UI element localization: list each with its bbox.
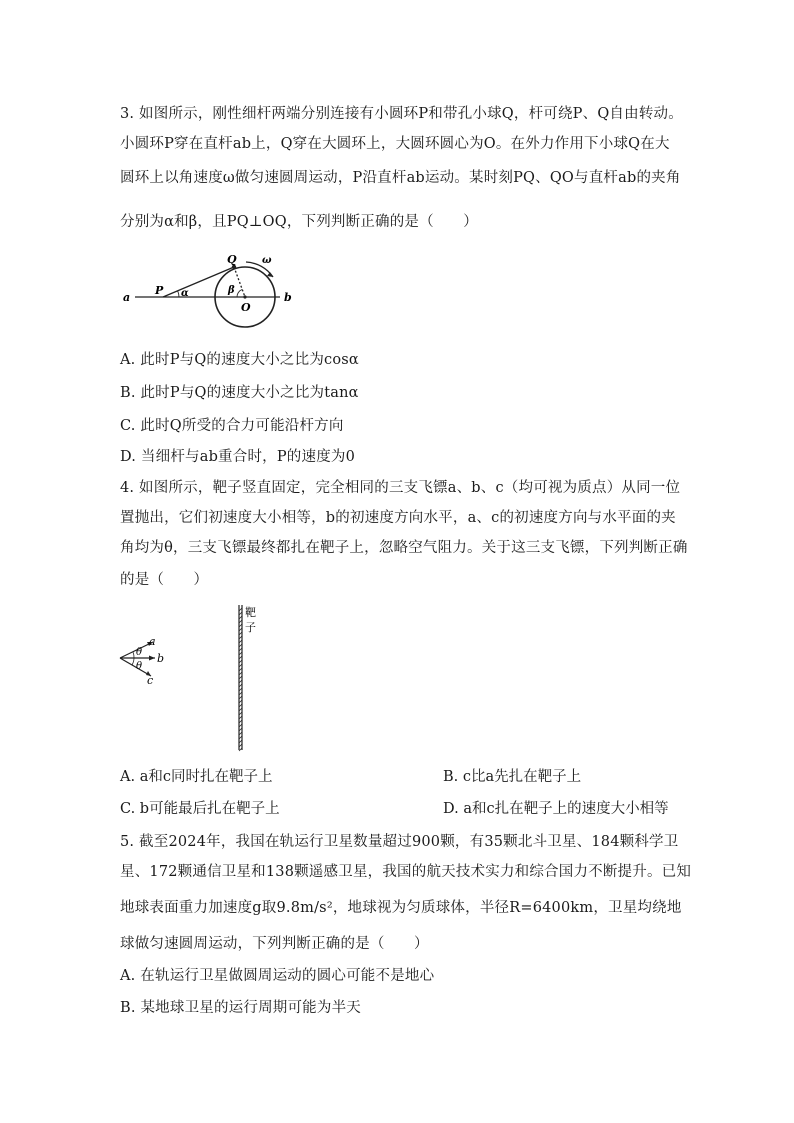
q5-stem-line-1: 5. 截至2024年，我国在轨运行卫星数量超过900颗，有35颗北斗卫星、184颗科学卫 — [120, 834, 679, 850]
label-alpha: α — [181, 288, 189, 299]
label-beta: β — [228, 285, 235, 296]
label-p: P — [155, 284, 164, 297]
q4-option-d: D. a和c扎在靶子上的速度大小相等 — [443, 801, 669, 817]
label-theta-lower: θ — [136, 661, 143, 672]
q5-stem-line-4: 球做匀速圆周运动，下列判断正确的是（ ） — [120, 936, 429, 952]
center-o — [243, 295, 246, 298]
q5-stem-line-3: 地球表面重力加速度g取9.8m/s²，地球视为匀质球体，半径R=6400km，卫星均绕地 — [120, 900, 682, 916]
q4-figure — [115, 600, 275, 755]
theta-arc-lower — [132, 658, 134, 665]
q5-option-a: A. 在轨运行卫星做圆周运动的圆心可能不是地心 — [120, 968, 435, 984]
label-omega: ω — [262, 255, 272, 266]
target-label-1: 靶 — [245, 606, 256, 619]
q4-stem-line-1: 4. 如图所示，靶子竖直固定，完全相同的三支飞镖a、b、c（均可视为质点）从同一位 — [120, 480, 681, 496]
theta-arc-upper — [133, 652, 134, 658]
label-q: Q — [227, 253, 237, 266]
alpha-arc — [178, 291, 179, 297]
q3-stem-line-2: 小圆环P穿在直杆ab上，Q穿在大圆环上，大圆环圆心为O。在外力作用下小球Q在大 — [120, 136, 670, 152]
label-dart-a: a — [149, 635, 156, 648]
rod-pq — [163, 267, 234, 297]
q5-option-b: B. 某地球卫星的运行周期可能为半天 — [120, 1000, 361, 1016]
q3-figure — [115, 245, 305, 335]
label-dart-b: b — [157, 652, 165, 665]
label-a: a — [123, 291, 131, 304]
q3-stem-line-4: 分别为α和β，且PQ⊥OQ，下列判断正确的是（ ） — [120, 214, 478, 230]
q4-stem-line-4: 的是（ ） — [120, 572, 209, 588]
beta-arc — [237, 290, 242, 298]
q4-stem-line-2: 置抛出，它们初速度大小相等，b的初速度方向水平，a、c的初速度方向与水平面的夹 — [120, 510, 676, 526]
q3-stem-line-1: 3. 如图所示，刚性细杆两端分别连接有小圆环P和带孔小球Q，杆可绕P、Q自由转动。 — [120, 106, 683, 122]
q3-stem-line-3: 圆环上以角速度ω做匀速圆周运动，P沿直杆ab运动。某时刻PQ、QO与直杆ab的夹角 — [120, 170, 681, 186]
q4-stem-line-3: 角均为θ，三支飞镖最终都扎在靶子上，忽略空气阻力。关于这三支飞镖，下列判断正确 — [120, 540, 688, 556]
line-qo — [234, 267, 245, 297]
q3-option-b: B. 此时P与Q的速度大小之比为tanα — [120, 385, 359, 401]
q4-option-c: C. b可能最后扎在靶子上 — [120, 801, 280, 817]
q4-option-a: A. a和c同时扎在靶子上 — [120, 769, 273, 785]
q3-option-c: C. 此时Q所受的合力可能沿杆方向 — [120, 418, 344, 434]
q5-stem-line-2: 星、172颗通信卫星和138颗遥感卫星，我国的航天技术实力和综合国力不断提升。已知 — [120, 864, 692, 880]
label-b: b — [284, 291, 292, 304]
omega-arrow-head — [267, 272, 273, 277]
label-theta-upper: θ — [136, 647, 143, 658]
label-o: O — [241, 301, 251, 314]
dart-b-head — [149, 656, 155, 661]
q3-option-d: D. 当细杆与ab重合时，P的速度为0 — [120, 449, 356, 465]
label-dart-c: c — [147, 674, 154, 687]
target-label-2: 子 — [245, 621, 256, 634]
q4-option-b: B. c比a先扎在靶子上 — [443, 769, 582, 785]
q3-option-a: A. 此时P与Q的速度大小之比为cosα — [120, 352, 359, 368]
